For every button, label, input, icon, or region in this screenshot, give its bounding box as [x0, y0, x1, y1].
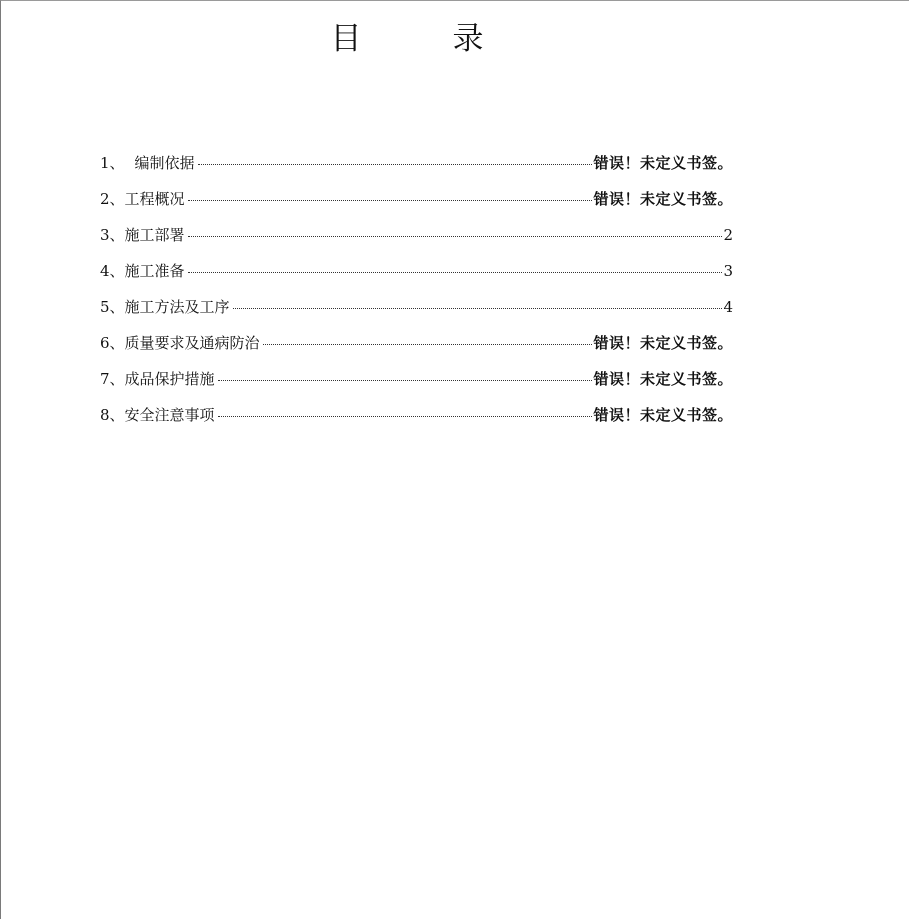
toc-entry-label: 施工部署: [124, 226, 185, 244]
toc-dot-leader: [188, 199, 593, 201]
toc-dot-leader: [263, 343, 593, 345]
toc-title: 目 录: [330, 21, 514, 57]
toc-entry[interactable]: [100, 217, 733, 253]
toc-entry-number: 2、: [100, 190, 125, 208]
toc-entry-label: 质量要求及通病防治: [124, 334, 260, 352]
toc-entry-page: 错误！未定义书签。: [593, 334, 733, 352]
toc-entry-page: 3: [723, 262, 733, 280]
toc-dot-leader: [218, 379, 593, 381]
toc-dot-leader: [198, 163, 593, 165]
toc-entry-label: 施工方法及工序: [124, 298, 230, 316]
toc-list: [100, 145, 733, 433]
toc-entry[interactable]: [100, 397, 733, 433]
toc-entry-label: 编制依据: [134, 154, 195, 172]
toc-entry[interactable]: [100, 289, 733, 325]
toc-entry-page: 2: [723, 226, 733, 244]
toc-entry-page: 错误！未定义书签。: [593, 406, 733, 424]
toc-entry-number: 5、: [100, 298, 125, 316]
toc-entry-number: 6、: [100, 334, 125, 352]
toc-entry-page: 错误！未定义书签。: [593, 190, 733, 208]
toc-entry-label: 工程概况: [124, 190, 185, 208]
toc-dot-leader: [188, 271, 723, 273]
toc-entry-page: 错误！未定义书签。: [593, 154, 733, 172]
toc-entry[interactable]: [100, 181, 733, 217]
toc-entry-label: 施工准备: [124, 262, 185, 280]
toc-entry-number: 1、: [100, 154, 125, 172]
toc-entry-number: 3、: [100, 226, 125, 244]
toc-entry-label: 成品保护措施: [124, 370, 215, 388]
toc-entry-label: 安全注意事项: [124, 406, 215, 424]
toc-entry[interactable]: [100, 325, 733, 361]
toc-entry[interactable]: [100, 361, 733, 397]
toc-entry-page: 4: [723, 298, 733, 316]
toc-dot-leader: [218, 415, 593, 417]
toc-entry-number: 8、: [100, 406, 125, 424]
toc-entry[interactable]: [100, 145, 733, 181]
toc-entry-page: 错误！未定义书签。: [593, 370, 733, 388]
toc-entry[interactable]: [100, 253, 733, 289]
toc-entry-number: 7、: [100, 370, 125, 388]
toc-entry-number: 4、: [100, 262, 125, 280]
toc-dot-leader: [233, 307, 723, 309]
toc-dot-leader: [188, 235, 723, 237]
